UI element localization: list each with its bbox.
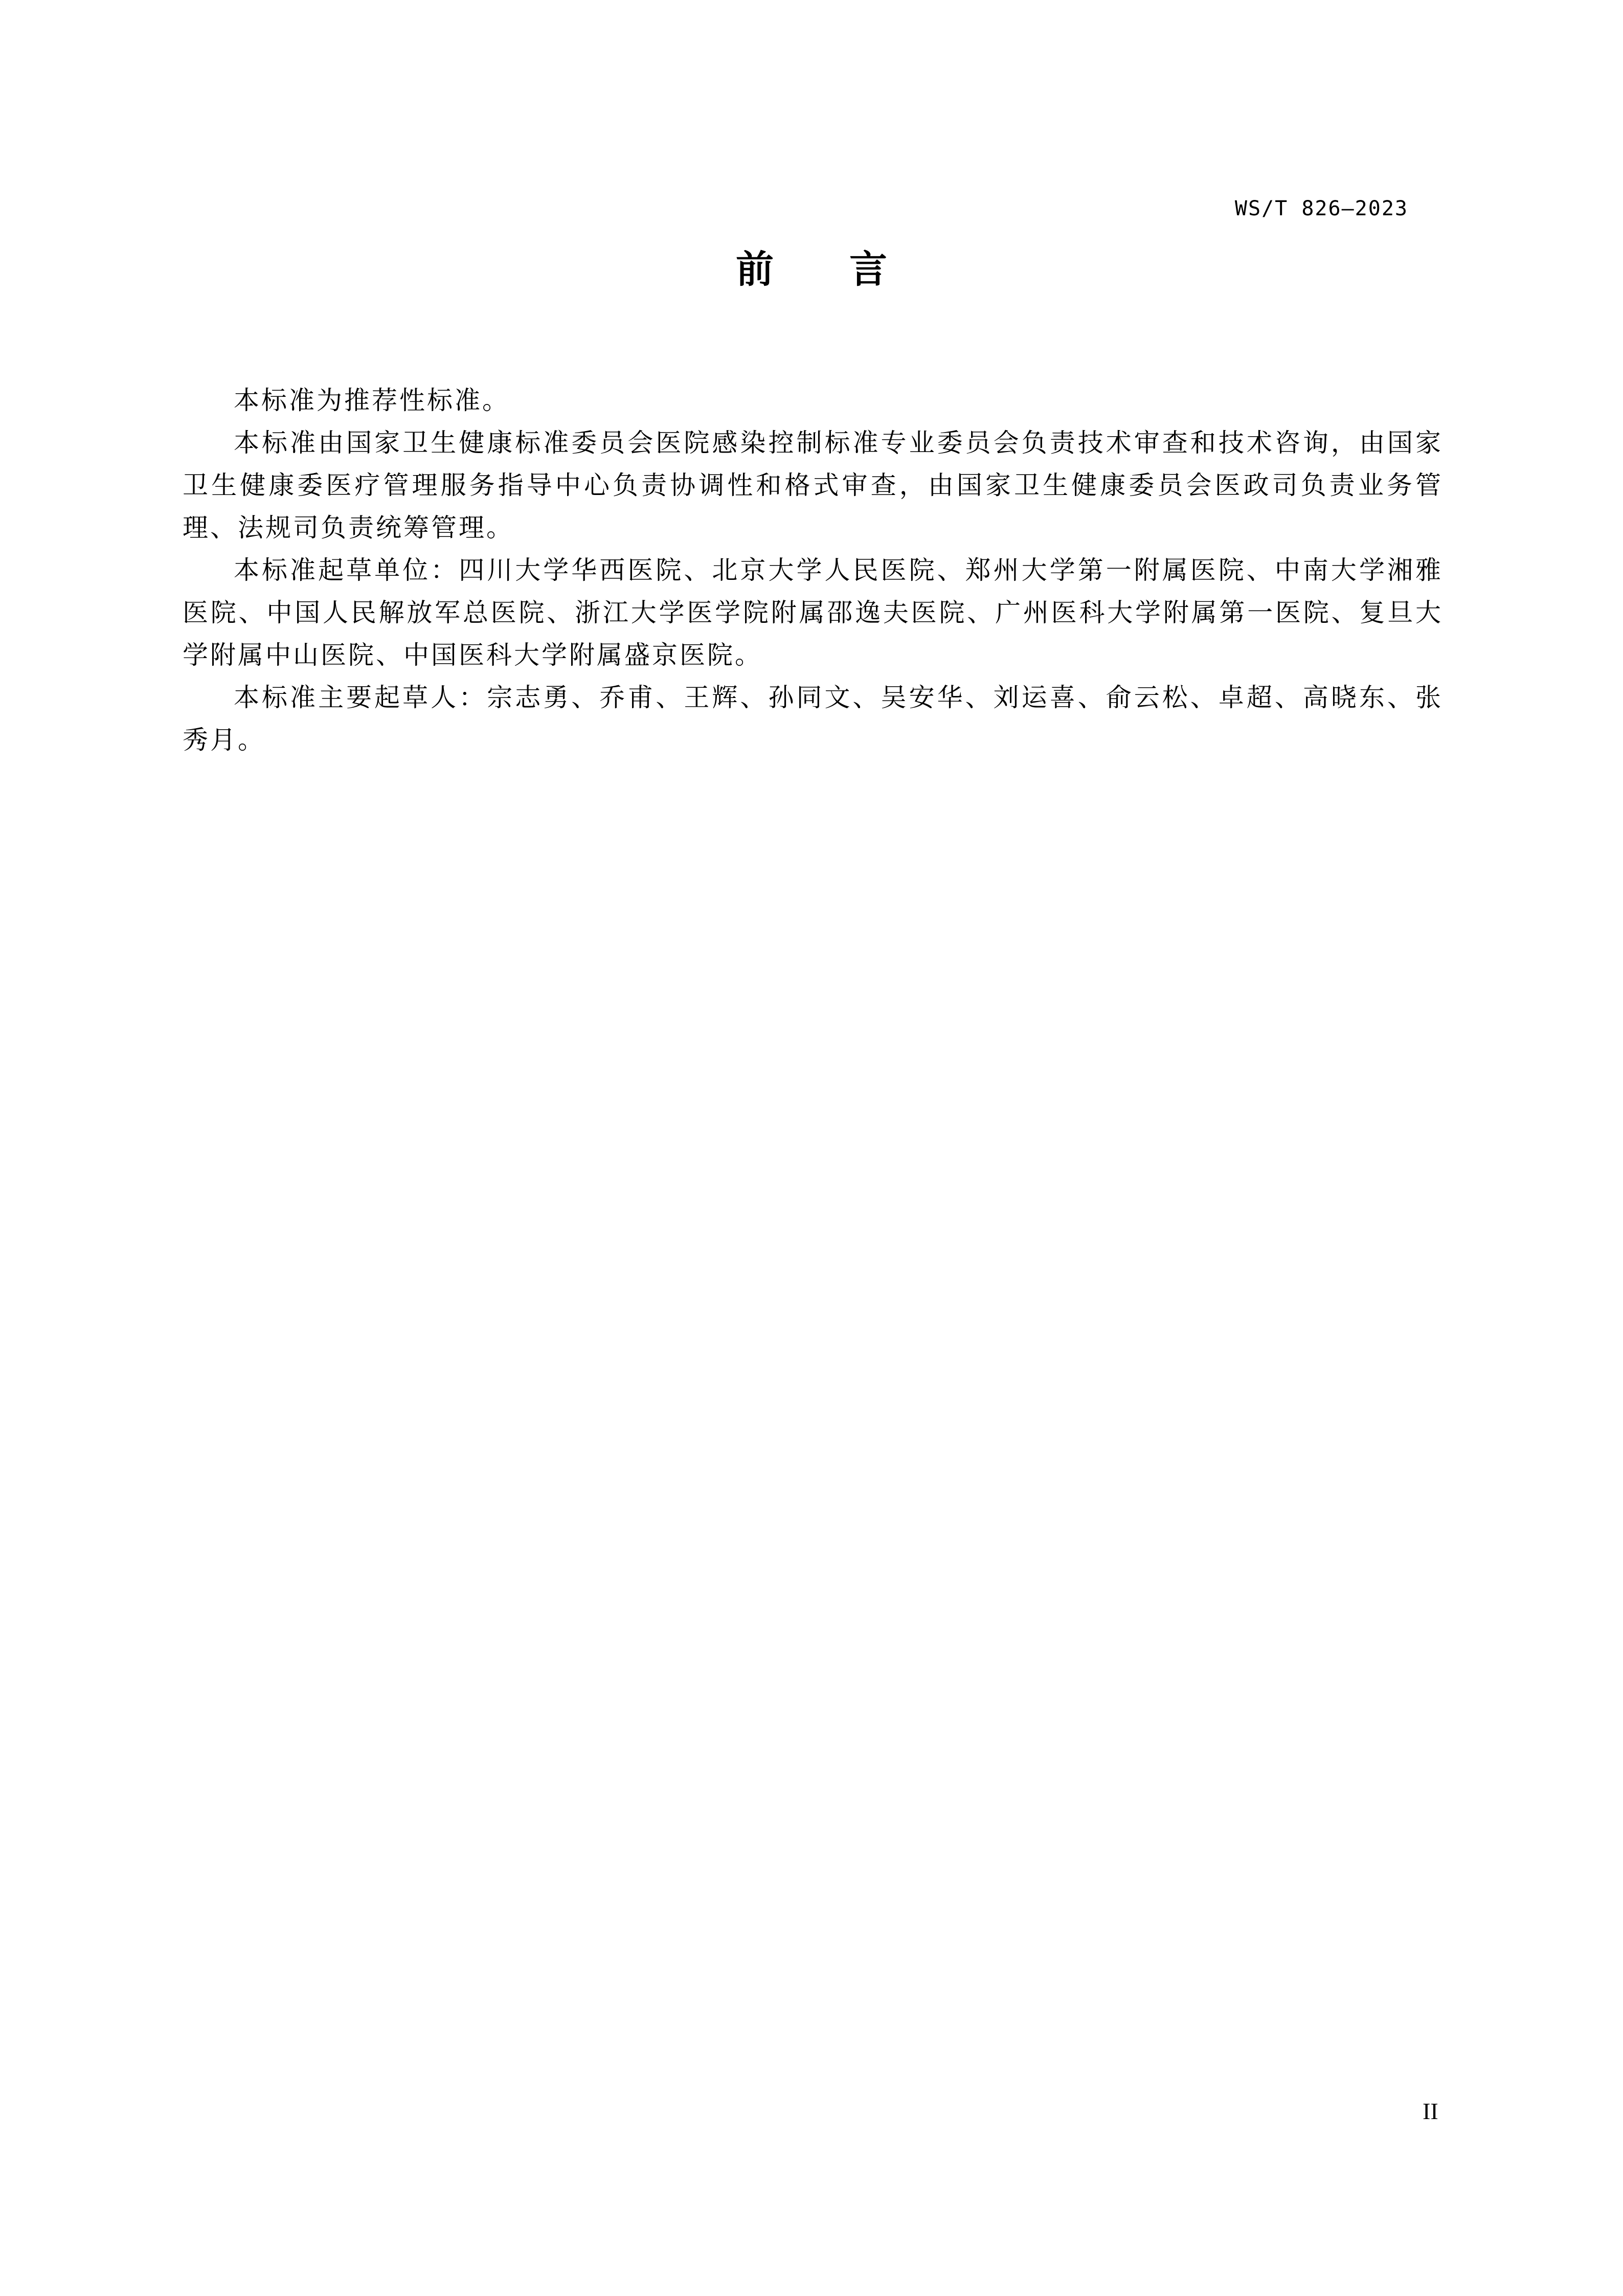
paragraph-main-drafters: 本标准主要起草人：宗志勇、乔甫、王辉、孙同文、吴安华、刘运喜、俞云松、卓超、高晓东、张秀月。: [183, 683, 1443, 754]
page-title-foreword: 前 言: [736, 248, 887, 290]
standard-number: WS/T 826—2023: [1234, 197, 1408, 220]
paragraph-recommended-standard: 本标准为推荐性标准。: [234, 386, 510, 415]
foreword-body: [183, 379, 1443, 761]
paragraph-drafting-organizations: 本标准起草单位：四川大学华西医院、北京大学人民医院、郑州大学第一附属医院、中南大学湘雅医院、中国人民解放军总医院、浙江大学医学院附属邵逸夫医院、广州医科大学附属第一医院、复旦大学附属中山医院、中国医科大学附属盛京医院。: [183, 556, 1443, 669]
page-number: II: [1423, 2098, 1438, 2124]
paragraph-responsible-committees: 本标准由国家卫生健康标准委员会医院感染控制标准专业委员会负责技术审查和技术咨询，由国家卫生健康委医疗管理服务指导中心负责协调性和格式审查，由国家卫生健康委员会医政司负责业务管理、法规司负责统筹管理。: [183, 429, 1443, 542]
